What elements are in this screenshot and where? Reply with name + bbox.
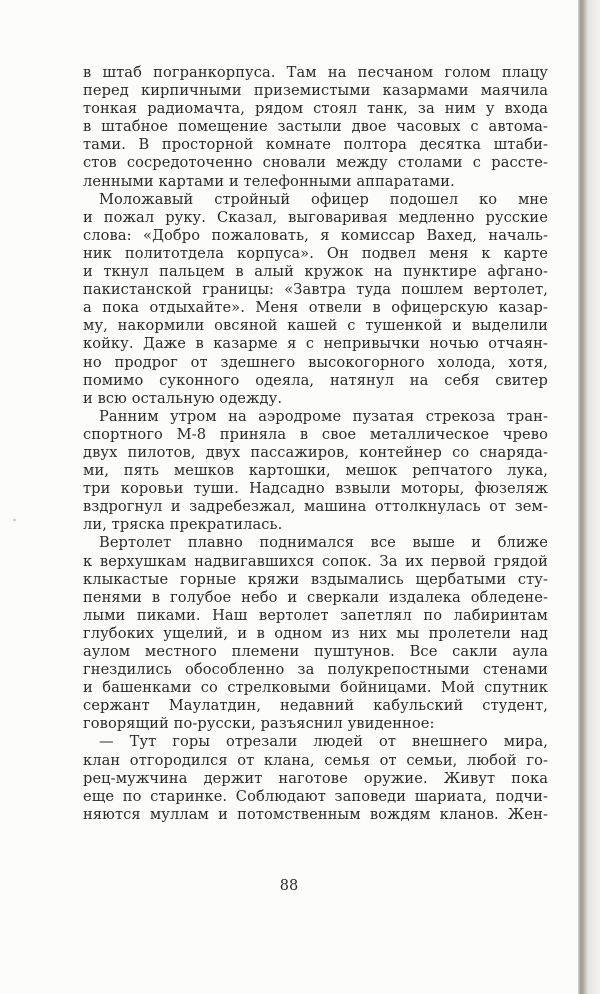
text-line: Моложавый стройный офицер подошел ко мне bbox=[99, 190, 548, 208]
text-line: и башенками со стрелковыми бойницами. Мой спутник bbox=[83, 679, 548, 697]
text-line: клан отгородился от клана, семья от семьи, любой го- bbox=[83, 751, 548, 769]
text-line: ми, пять мешков картошки, мешок репчатого лука, bbox=[83, 462, 548, 480]
text-line: к верхушкам надвигавшихся сопок. За их первой грядой bbox=[83, 552, 548, 570]
text-line: помимо суконного одеяла, натянул на себя свитер bbox=[83, 371, 548, 389]
text-line: вздрогнул и задребезжал, машина оттолкнулась от зем- bbox=[83, 498, 548, 516]
text-line: — Тут горы отрезали людей от внешнего мира, bbox=[99, 733, 548, 751]
text-line: спортного М-8 приняла в свое металлическое чрево bbox=[83, 425, 548, 443]
text-line: клыкастые горные кряжи вздымались щербатыми сту- bbox=[83, 570, 548, 588]
text-line: слова: «Добро пожаловать, я комиссар Вахед, началь- bbox=[83, 226, 548, 244]
text-line: пенями в голубое небо и сверкали издалека обледене- bbox=[83, 588, 548, 606]
text-line: перед кирпичными приземистыми казармами маячила bbox=[83, 82, 548, 100]
text-line: аулом местного племени пуштунов. Все сакли аула bbox=[83, 643, 548, 660]
text-line: и всю остальную одежду. bbox=[83, 389, 283, 407]
text-line: в штабное помещение застыли двое часовых с автома- bbox=[83, 118, 548, 136]
text-line: ли, тряска прекратилась. bbox=[83, 516, 283, 534]
text-line: три коровьи туши. Надсадно взвыли моторы, фюзеляж bbox=[83, 480, 548, 498]
text-line: глубоких ущелий, и в одном из них мы пролетели над bbox=[83, 624, 548, 642]
text-line: и пожал руку. Сказал, выговаривая медленно русские bbox=[83, 208, 548, 226]
text-line: в штаб погранкорпуса. Там на песчаном голом плацу bbox=[83, 64, 548, 81]
text-line: койку. Даже в казарме я с непривычки ночью отчаян- bbox=[83, 335, 548, 353]
text-line: но продрог от здешнего высокогорного холода, хотя, bbox=[83, 353, 548, 371]
page-fold-edge bbox=[578, 0, 600, 994]
page-number: 88 bbox=[279, 878, 299, 894]
text-line: ленными картами и телефонными аппаратами. bbox=[83, 172, 455, 190]
text-line: пакистанской границы: «Завтра туда пошлем вертолет, bbox=[83, 281, 548, 299]
text-line: няются муллам и потомственным вождям кланов. Жен- bbox=[83, 805, 548, 823]
text-line: рец-мужчина держит наготове оружие. Живут пока bbox=[83, 769, 548, 787]
text-line: лыми пиками. Наш вертолет запетлял по лабиринтам bbox=[83, 606, 548, 624]
text-line: и ткнул пальцем в алый кружок на пунктире афгано- bbox=[83, 263, 548, 281]
text-line: гнездились обособленно за полукрепостными стенами bbox=[83, 661, 548, 679]
text-line: говорящий по-русски, разъяснил увиденное: bbox=[83, 715, 435, 733]
body-text bbox=[83, 64, 548, 824]
text-line: ник политотдела корпуса». Он подвел меня к карте bbox=[83, 244, 548, 262]
text-line: тами. В просторной комнате полтора десятка штаби- bbox=[83, 136, 548, 154]
text-line: двух пилотов, двух пассажиров, контейнер со снаряда- bbox=[83, 443, 548, 461]
text-line: стов сосредоточенно сновали между столами с рассте- bbox=[83, 154, 548, 172]
text-line: а пока отдыхайте». Меня отвели в офицерскую казар- bbox=[83, 299, 548, 317]
text-line: еще по старинке. Соблюдают заповеди шариата, подчи- bbox=[83, 787, 548, 805]
text-line: сержант Маулатдин, недавний кабульский студент, bbox=[83, 697, 548, 715]
paper-speck bbox=[13, 519, 16, 521]
text-line: му, накормили овсяной кашей с тушенкой и выделили bbox=[83, 317, 548, 335]
text-line: тонкая радиомачта, рядом стоял танк, за ним у входа bbox=[83, 100, 548, 118]
text-line: Вертолет плавно поднимался все выше и ближе bbox=[99, 534, 548, 552]
text-line: Ранним утром на аэродроме пузатая стрекоза тран- bbox=[99, 407, 548, 425]
